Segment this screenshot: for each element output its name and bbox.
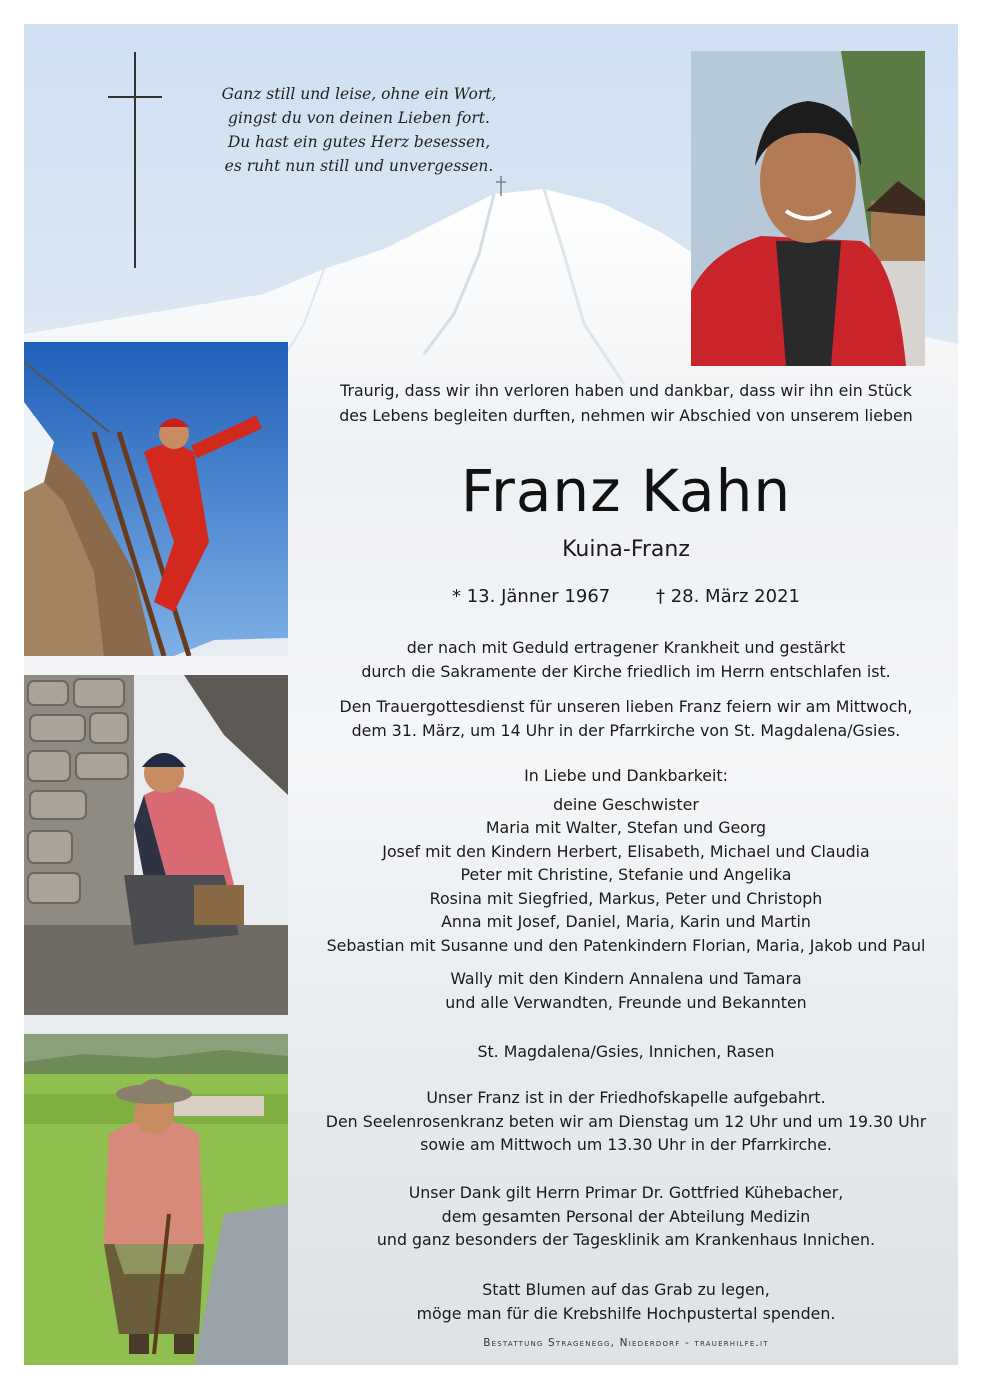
poem-line: Du hast ein gutes Herz besessen, [227,133,491,151]
funeral-line: Den Trauergottesdienst für unseren lieben Franz feiern wir am Mittwoch, [339,697,913,716]
intro-text [296,378,956,428]
wake-line: Den Seelenrosenkranz beten wir am Dienstag um 12 Uhr und um 19.30 Uhr [325,1111,927,1131]
thanks-text [296,1181,956,1252]
deceased-name: Franz Kahn [460,457,792,525]
mourner-line: und alle Verwandten, Freunde und Bekannten [445,992,807,1012]
mourner-line: Sebastian mit Susanne und den Patenkindern Florian, Maria, Jakob und Paul [326,935,926,955]
mourners-heading: In Liebe und Dankbarkeit: [524,766,728,785]
thanks-line: Unser Dank gilt Herrn Primar Dr. Gottfried Kühebacher, [408,1183,844,1202]
mourners-more [296,967,956,1014]
photo-climbing [24,342,288,656]
intro-line: Traurig, dass wir ihn verloren haben und dankbar, dass wir ihn ein Stück [340,381,912,400]
death-date: † 28. März 2021 [655,586,800,607]
mourner-line: Peter mit Christine, Stefanie und Angelika [460,865,792,884]
mourner-line: Maria mit Walter, Stefan und Georg [485,818,767,837]
poem-line: Ganz still und leise, ohne ein Wort, [221,85,497,103]
cross-icon [134,52,136,268]
poem [174,82,544,178]
mourner-line: Josef mit den Kindern Herbert, Elisabeth, Michael und Claudia [382,841,870,861]
funeral-line: dem 31. März, um 14 Uhr in der Pfarrkirche von St. Magdalena/Gsies. [351,720,901,740]
poem-line: gingst du von deinen Lieben fort. [228,109,490,127]
footer-credit: Bestattung Stragenegg, Niederdorf - trauerhilfe.it [483,1337,769,1349]
wake-line: sowie am Mittwoch um 13.30 Uhr in der Pfarrkirche. [420,1135,832,1154]
deceased-nickname: Kuina-Franz [562,537,690,562]
photo-meadow [24,1034,288,1365]
passing-text [296,636,956,683]
mourner-line: deine Geschwister [553,794,699,814]
obituary-card [24,24,958,1365]
thanks-line: und ganz besonders der Tagesklinik am Krankenhaus Innichen. [376,1230,876,1249]
places-text: St. Magdalena/Gsies, Innichen, Rasen [477,1042,775,1061]
donation-text [296,1278,956,1325]
funeral-text [296,695,956,742]
mourners-list [296,764,956,957]
intro-line: des Lebens begleiten durften, nehmen wir Abschied von unserem lieben [339,406,913,425]
donation-line: möge man für die Krebshilfe Hochpustertal spenden. [416,1303,836,1323]
thanks-line: dem gesamten Personal der Abteilung Medizin [441,1206,811,1226]
birth-date: * 13. Jänner 1967 [452,586,611,607]
portrait-photo [691,51,925,366]
mourner-line: Wally mit den Kindern Annalena und Tamara [450,969,802,988]
wake-line: Unser Franz ist in der Friedhofskapelle aufgebahrt. [426,1088,826,1107]
cross-icon-bar [108,96,162,98]
donation-line: Statt Blumen auf das Grab zu legen, [482,1280,770,1299]
passing-line: durch die Sakramente der Kirche friedlich im Herrn entschlafen ist. [361,661,891,681]
passing-line: der nach mit Geduld ertragener Krankheit und gestärkt [406,638,846,657]
photo-stonework [24,675,288,1015]
mourner-line: Rosina mit Siegfried, Markus, Peter und Christoph [429,888,823,908]
mourner-line: Anna mit Josef, Daniel, Maria, Karin und Martin [441,912,811,931]
wake-text [296,1086,956,1157]
poem-line: es ruht nun still und unvergessen. [224,157,494,175]
life-dates [296,583,956,611]
